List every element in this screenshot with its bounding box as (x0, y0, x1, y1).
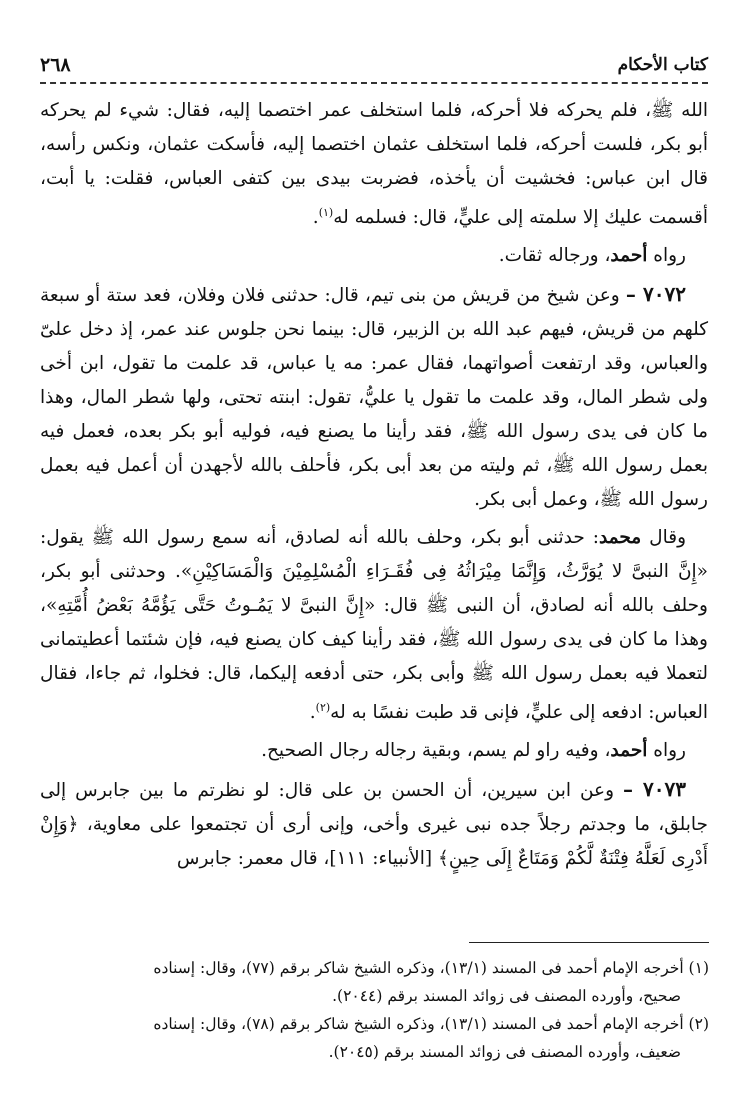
footnotes (40, 954, 709, 1066)
hadith-7072 (40, 277, 708, 517)
running-header (40, 48, 708, 84)
hadith-7073 (40, 772, 708, 876)
footnote-ref-2: (٢) (315, 701, 331, 715)
book-title: كتاب الأحكام (617, 55, 708, 75)
hadith-number: ٧٠٧٢ – (625, 282, 686, 307)
footnote-text-cont: صحيح، وأورده المصنف فى زوائد المسند برقم (٢٠٤٤). (332, 987, 681, 1005)
narration-text: : حدثنى أبو بكر، وحلف بالله أنه لصادق، أنه سمع رسول الله ﷺ يقول: «إِنَّ النبىَّ لا يُوَرَّثُ، وَإِنَّمَا مِيْرَاثُهُ فِى فُقَـرَاءِ الْمُسْلِمِيْنَ وَالْمَسَاكِيْنِ». وحدثنى أبو بكر، وحلف بالله أنه لصادق، أن النبى ﷺ قال: «إِنَّ النبىَّ لا يَمُـوتُ حَتَّى يَؤُمَّهُ بَعْضُ أُمَّتِهِ»، وهذا ما كان فى يدى رسول الله ﷺ، فقد رأينا كيف كان يصنع فيه، فإن شئتما أعطيتمانى لتعملا فيه بعمل رسول الله ﷺ وأبى بكر، حتى أدفعه إليكما، قال: فخلوا، ثم جاءا، فقال العباس: ادفعه إلى عليٍّ، فإنى قد طبت نفسًا به له (40, 527, 708, 724)
footnote-text: (٢) أخرجه الإمام أحمد فى المسند (١٣/١)، وذكره الشيخ شاكر برقم (٧٨)، وقال: إسناده (153, 1015, 709, 1033)
footnote-1 (40, 954, 709, 1010)
footnote-2 (40, 1010, 709, 1066)
hadith-7072-narration: وقال محمد: حدثنى أبو بكر، وحلف بالله أنه لصادق، أنه سمع رسول الله ﷺ يقول: «إِنَّ النبىَّ لا يُوَرَّثُ، وَإِنَّمَا مِيْرَاثُهُ فِى فُقَـرَاءِ الْمُسْلِمِيْنَ وَالْمَسَاكِيْنِ». وحدثنى أبو بكر، وحلف بالله أنه لصادق، أن النبى ﷺ قال: «إِنَّ النبىَّ لا يَمُـوتُ حَتَّى يَؤُمَّهُ بَعْضُ أُمَّتِهِ»، وهذا ما كان فى يدى رسول الله ﷺ، فقد رأينا كيف كان يصنع فيه، فإن شئتما أعطيتمانى لتعملا فيه بعمل رسول الله ﷺ وأبى بكر، حتى أدفعه إليكما، قال: فخلوا، ثم جاءا، فقال العباس: ادفعه إلى عليٍّ، فإنى قد طبت نفسًا به له$^{(٢)}$. (40, 527, 708, 724)
grading-note-2: رواه أحمد، وفيه راو لم يسم، وبقية رجاله رجال الصحيح. (261, 740, 686, 762)
paragraph-continuation: الله ﷺ، فلم يحركه فلا أحركه، فلما استخلف عمر اختصما إليه، فقال: شيء لم يحركه أبو بكر، فلست أحركه، فلما استخلف عثمان اختصما إليه، فأسكت عثمان، ونكس رأسه، قال ابن عباس: فخشيت أن يأخذه، فضربت بيدى بين كتفى العباس، فقلت: يا أبت، أقسمت عليك إلا سلمته إلى عليٍّ، قال: فسلمه له$^{(١)}$. (40, 100, 708, 229)
paragraph-text: الله ﷺ، فلم يحركه فلا أحركه، فلما استخلف عمر اختصما إليه، فقال: شيء لم يحركه أبو بكر، فلست أحركه، فلما استخلف عثمان اختصما إليه، فأسكت عثمان، ونكس رأسه، قال ابن عباس: فخشيت أن يأخذه، فضربت بيدى بين كتفى العباس، فقلت: يا أبت، أقسمت عليك إلا سلمته إلى عليٍّ، قال: فسلمه له (40, 100, 708, 229)
page (40, 48, 708, 876)
grading-note-1: رواه أحمد، ورجاله ثقات. (498, 245, 686, 267)
narrator-name: محمد (598, 527, 642, 549)
main-text (40, 94, 708, 876)
page-number: ٢٦٨ (40, 54, 71, 76)
narrator-name: أحمد (610, 740, 648, 762)
hadith-number: ٧٠٧٣ – (623, 777, 687, 802)
hadith-text: وعن شيخ من قريش من بنى تيم، قال: حدثنى فلان وفلان، فعد ستة أو سبعة كلهم من قريش، فيهم عبد الله بن الزبير، قال: بينما نحن جلوس عند عمر، إذ دخل علىّ والعباس، وقد ارتفعت أصواتهما، فقال عمر: مه يا عباس، قد علمت ما تقول، ابن أخى ولى شطر المال، وقد علمت ما تقول يا عليُّ، تقول: ابنته تحتى، ولها شطر المال، وهذا ما كان فى يدى رسول الله ﷺ، فقد رأينا ما يصنع فيه، فوليه أبو بكر بعده، فعمل فيه بعمل رسول الله ﷺ، ثم وليته من بعد أبى بكر، فأحلف بالله لأجهدن أن أعمل فيه بعمل رسول الله ﷺ، وعمل أبى بكر. (40, 285, 708, 511)
footnote-text-cont: ضعيف، وأورده المصنف فى زوائد المسند برقم (٢٠٤٥). (328, 1043, 681, 1061)
footnote-ref-1: (١) (318, 206, 334, 219)
hadith-text: وعن ابن سيرين، أن الحسن بن على قال: لو نظرتم ما بين جابرس إلى جابلق، ما وجدتم رجلاً جده نبى غيرى وأخى، وإنى أرى أن تجتمعوا على معاوية، ﴿وَإِنْ أَدْرِى لَعَلَّهُ فِتْنَةٌ لَّكُمْ وَمَتَاعٌ إِلَى حِينٍ﴾ [الأنبياء: ١١١]، قال معمر: جابرس (40, 780, 708, 870)
footnote-divider (469, 942, 709, 943)
narrator-name: أحمد (610, 245, 648, 267)
footnote-text: (١) أخرجه الإمام أحمد فى المسند (١٣/١)، وذكره الشيخ شاكر برقم (٧٧)، وقال: إسناده (153, 959, 709, 977)
